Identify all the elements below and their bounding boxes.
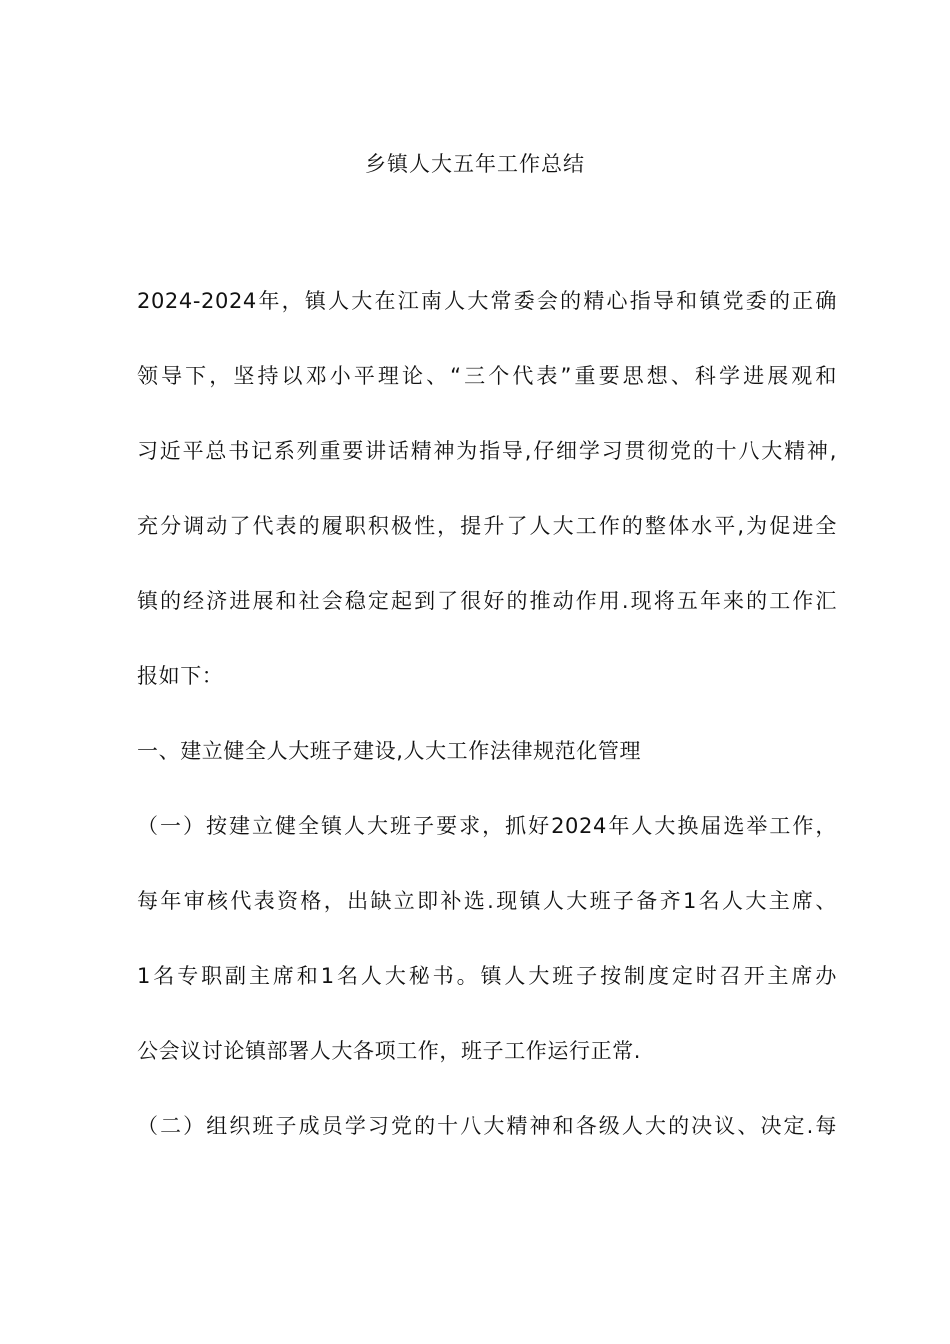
paragraph-line: 充分调动了代表的履职积极性，提升了人大工作的整体水平,为促进全 xyxy=(137,514,837,538)
paragraph-line: 1名专职副主席和1名人大秘书。镇人大班子按制度定时召开主席办 xyxy=(137,964,837,988)
paragraph-line: 镇的经济进展和社会稳定起到了很好的推动作用.现将五年来的工作汇 xyxy=(137,589,837,613)
paragraph-line: 习近平总书记系列重要讲话精神为指导,仔细学习贯彻党的十八大精神, xyxy=(137,439,837,463)
paragraph-line: 每年审核代表资格，出缺立即补选.现镇人大班子备齐1名人大主席、 xyxy=(137,889,837,913)
paragraph-line: 2024-2024年，镇人大在江南人大常委会的精心指导和镇党委的正确 xyxy=(137,289,837,313)
paragraph-line: 公会议讨论镇部署人大各项工作，班子工作运行正常. xyxy=(137,1039,642,1063)
section-heading: 一、建立健全人大班子建设,人大工作法律规范化管理 xyxy=(137,739,642,763)
paragraph-line: 报如下： xyxy=(137,664,224,688)
document-title: 乡镇人大五年工作总结 xyxy=(365,152,585,176)
paragraph-line: 领导下，坚持以邓小平理论、“三个代表”重要思想、科学进展观和 xyxy=(137,364,837,388)
paragraph-line: （二）组织班子成员学习党的十八大精神和各级人大的决议、决定.每 xyxy=(137,1114,837,1138)
paragraph-line: （一）按建立健全镇人大班子要求，抓好2024年人大换届选举工作， xyxy=(137,814,837,838)
